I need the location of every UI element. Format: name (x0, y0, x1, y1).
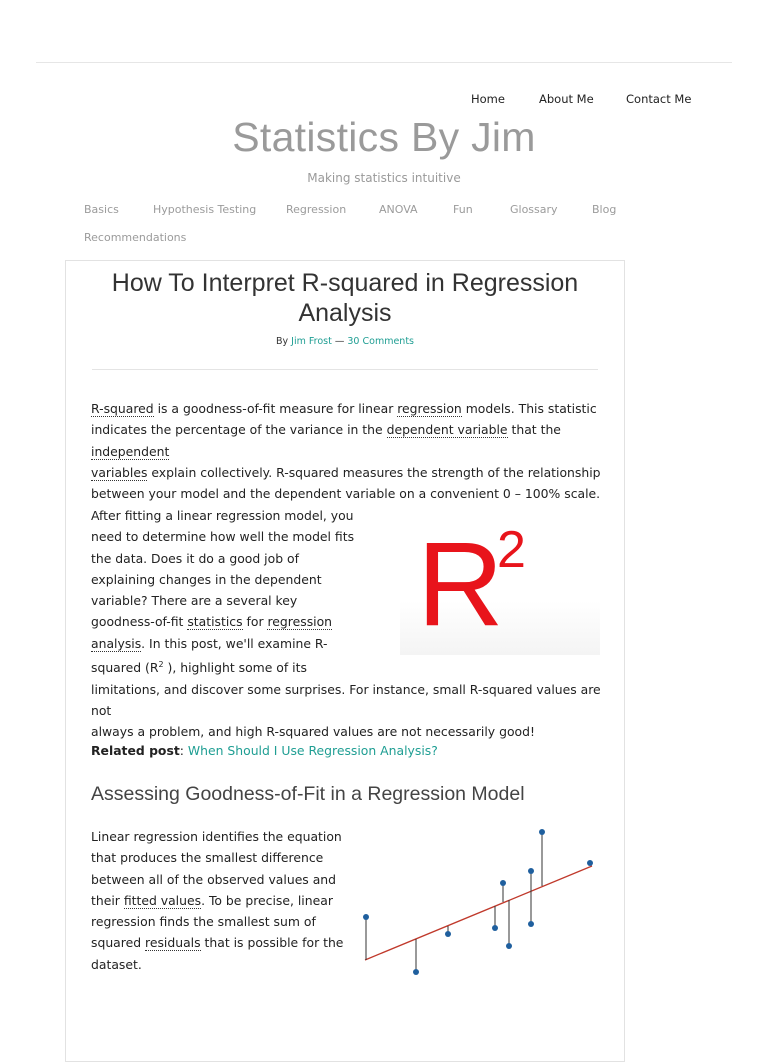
text-span: dataset. (91, 956, 142, 972)
text-span: Linear regression identifies the equation (91, 829, 342, 844)
related-post (91, 740, 606, 761)
data-point (492, 925, 498, 931)
top-nav (0, 92, 768, 108)
text-span: need to determine how well the model fits (91, 529, 355, 545)
header-divider (36, 62, 732, 63)
related-post-link[interactable]: When Should I Use Regression Analysis? (187, 743, 438, 758)
text-span: for (242, 614, 268, 630)
author-link[interactable]: Jim Frost (291, 336, 332, 347)
section-heading: Assessing Goodness-of-Fit in a Regression Model (91, 783, 525, 805)
text-span: . To be precise, linear (201, 892, 333, 908)
text-span: squared (91, 935, 146, 951)
main-nav-hypothesis-testing[interactable]: Hypothesis Testing (153, 203, 257, 216)
text-span: goodness-of-fit (91, 614, 188, 630)
glossary-link-r-squared[interactable]: R-squared (91, 401, 154, 416)
text-span: limitations, and discover some surprises. For instance, small R-squared values are not (91, 681, 601, 718)
main-nav-recommendations[interactable]: Recommendations (84, 231, 187, 244)
text-span: the data. Does it do a good job of (91, 550, 299, 566)
intro-paragraph (91, 398, 606, 504)
byline-by: By (275, 336, 289, 347)
text-span: between all of the observed values and (91, 871, 337, 887)
data-point (506, 943, 512, 949)
main-nav-glossary[interactable]: Glossary (510, 203, 558, 216)
data-point (363, 914, 369, 920)
r-letter: R (417, 517, 504, 651)
data-point (539, 829, 545, 835)
nav-contact-link[interactable]: Contact Me (626, 92, 692, 106)
data-point (500, 880, 506, 886)
observed-points (363, 829, 593, 975)
superscript-two: 2 (497, 521, 526, 579)
main-nav-blog[interactable]: Blog (592, 203, 617, 216)
residual-lines (366, 832, 542, 972)
main-nav-regression[interactable]: Regression (286, 203, 347, 216)
text-span: is a goodness-of-fit measure for linear (153, 401, 398, 416)
glossary-link-regression-analysis-2[interactable]: analysis (91, 635, 142, 651)
text-span: that produces the smallest difference (91, 850, 324, 866)
text-span: always a problem, and high R-squared values are not necessarily good! (91, 724, 535, 740)
site-title[interactable]: Statistics By Jim (232, 114, 536, 160)
superscript-2: 2 (158, 660, 164, 670)
r-squared-graphic (400, 517, 600, 655)
glossary-link-fitted-values[interactable]: fitted values (123, 892, 202, 908)
nav-about-link[interactable]: About Me (539, 92, 594, 106)
post-byline (90, 336, 600, 347)
regression-paragraph (91, 826, 351, 975)
main-nav-fun[interactable]: Fun (453, 203, 473, 216)
data-point (587, 860, 593, 866)
text-span: that the (507, 422, 561, 438)
related-label: Related post (91, 743, 180, 758)
main-nav-anova[interactable]: ANOVA (379, 203, 418, 216)
byline-dash: — (334, 336, 345, 347)
text-span: squared (R (91, 660, 159, 676)
text-span: regression finds the smallest sum of (91, 914, 316, 930)
regression-line (365, 866, 592, 960)
data-point (528, 868, 534, 874)
nav-home-link[interactable]: Home (471, 92, 505, 106)
text-span: variable? There are a several key (91, 593, 298, 609)
text-span: indicates the percentage of the variance in the (91, 422, 387, 438)
data-point (413, 969, 419, 975)
text-span: explain collectively. R-squared measures the strength of the relationship (147, 464, 601, 480)
glossary-link-variables[interactable]: variables (91, 464, 148, 480)
glossary-link-residuals[interactable]: residuals (145, 935, 201, 951)
glossary-link-dependent-variable[interactable]: dependent variable (386, 422, 508, 438)
title-divider (92, 369, 598, 370)
regression-residuals-illustration (355, 820, 600, 985)
text-span: their (91, 892, 124, 908)
data-point (528, 921, 534, 927)
site-tagline: Making statistics intuitive (307, 171, 461, 185)
text-span: : (179, 743, 188, 758)
text-span: After fitting a linear regression model, you (91, 508, 354, 523)
glossary-link-regression-analysis-1[interactable]: regression (267, 614, 333, 630)
text-span: explaining changes in the dependent (91, 571, 322, 587)
text-span: . In this post, we'll examine R- (141, 635, 328, 651)
glossary-link-statistics[interactable]: statistics (187, 614, 243, 630)
glossary-link-independent[interactable]: independent (91, 443, 170, 459)
comments-link[interactable]: 30 Comments (347, 336, 414, 347)
text-span: ), highlight some of its (163, 660, 307, 676)
text-span: that is possible for the (200, 935, 344, 951)
main-nav-basics[interactable]: Basics (84, 203, 119, 216)
glossary-link-regression[interactable]: regression (397, 401, 462, 416)
data-point (445, 931, 451, 937)
text-span: between your model and the dependent variable on a convenient 0 – 100% scale. (91, 486, 601, 502)
post-title: How To Interpret R-squared in Regression Analysis (111, 269, 579, 327)
text-span: models. This statistic (461, 401, 597, 416)
